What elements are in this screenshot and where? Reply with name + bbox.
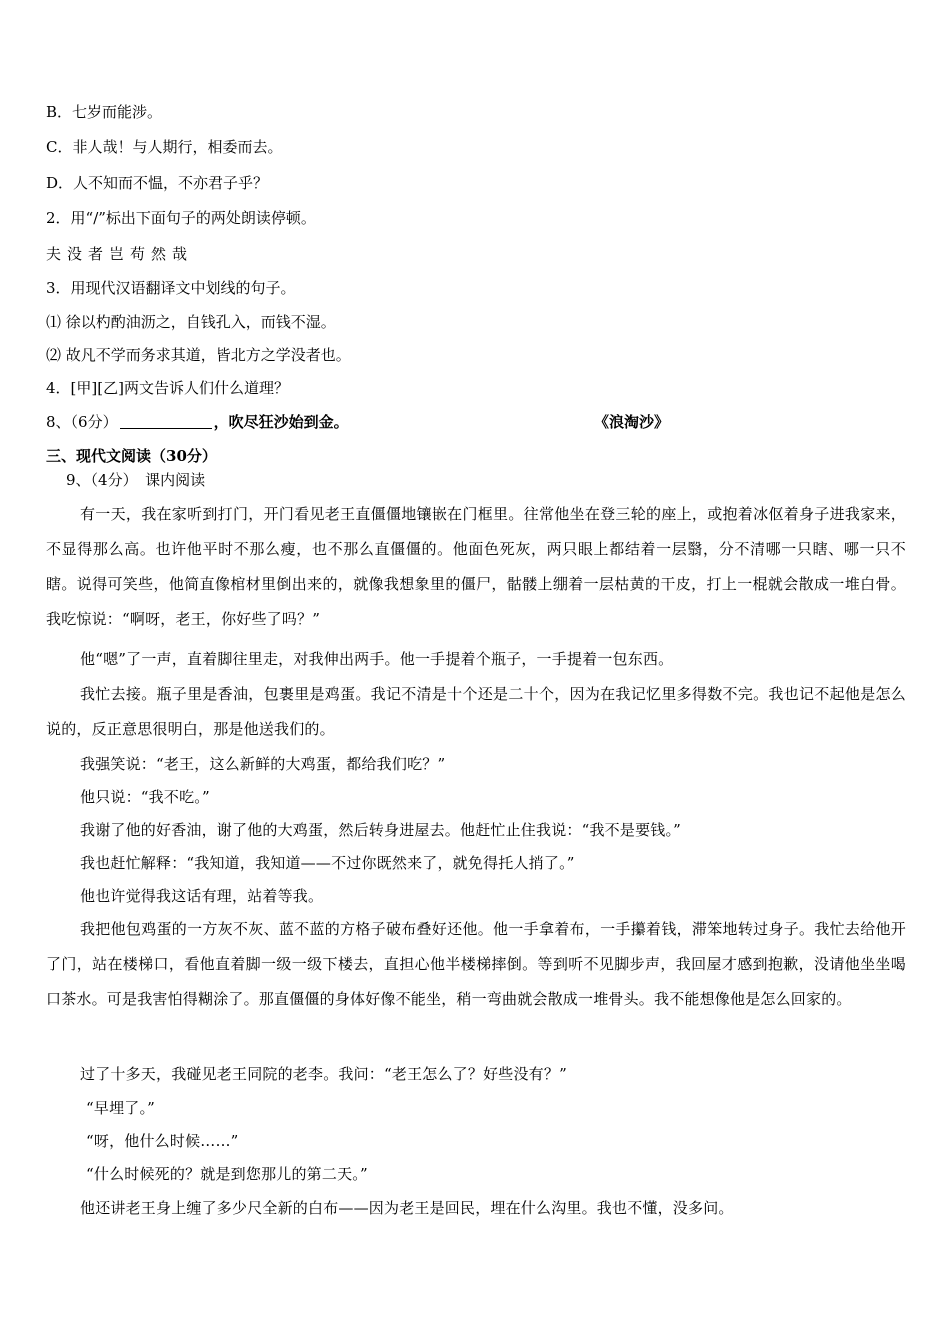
q9-label: 9、（4分） 课内阅读 <box>66 471 206 489</box>
q2-sentence: 夫没者岂苟然哉 <box>46 245 194 263</box>
q3-prompt: 3．用现代汉语翻译文中划线的句子。 <box>46 279 296 297</box>
q3-item-2: ⑵ 故凡不学而务求其道，皆北方之学没者也。 <box>46 346 351 364</box>
passage-paragraph-2: 他“嗯”了一声，直着脚往里走，对我伸出两手。他一手提着个瓶子，一手提着一包东西。 <box>80 650 674 668</box>
option-c: C．非人哉！与人期行，相委而去。 <box>46 138 283 156</box>
q8-text: ，吹尽狂沙始到金。 <box>213 413 349 431</box>
q8-source: 《浪淘沙》 <box>594 413 670 431</box>
passage-paragraph-10: 过了十多天，我碰见老王同院的老李。我问：“老王怎么了？好些没有？” <box>80 1065 567 1083</box>
passage-paragraph-12: “呀，他什么时候……” <box>86 1132 239 1150</box>
q8-answer-blank[interactable] <box>120 414 212 429</box>
q3-item-1: ⑴ 徐以杓酌油沥之，自钱孔入，而钱不湿。 <box>46 313 336 331</box>
passage-paragraph-6: 我谢了他的好香油，谢了他的大鸡蛋，然后转身进屋去。他赶忙止住我说：“我不是要钱。” <box>80 821 682 839</box>
passage-paragraph-5: 他只说：“我不吃。” <box>80 788 210 806</box>
passage-paragraph-7: 我也赶忙解释：“我知道，我知道——不过你既然来了，就免得托人捎了。” <box>80 854 575 872</box>
passage-paragraph-14: 他还讲老王身上缠了多少尺全新的白布——因为老王是回民，埋在什么沟里。我也不懂，没多问。 <box>80 1199 734 1217</box>
passage-paragraph-9: 我把他包鸡蛋的一方灰不灰、蓝不蓝的方格子破布叠好还他。他一手拿着布，一手攥着钱，滞笨地转过身子。我忙去给他开了门，站在楼梯口，看他直着脚一级一级下楼去，直担心他半楼梯摔倒。等到听不见脚步声，我回屋才感到抱歉，没请他坐坐喝口茶水。可是我害怕得糊涂了。那直僵僵的身体好像不能坐，稍一弯曲就会散成一堆骨头。我不能想像他是怎么回家的。 <box>46 920 906 1008</box>
passage-paragraph-4: 我强笑说：“老王，这么新鲜的大鸡蛋，都给我们吃？” <box>80 755 446 773</box>
passage-paragraph-8: 他也许觉得我这话有理，站着等我。 <box>80 887 324 905</box>
q2-prompt: 2．用“/”标出下面句子的两处朗读停顿。 <box>46 209 316 227</box>
q8-line <box>46 411 906 433</box>
option-d: D．人不知而不愠，不亦君子乎？ <box>46 174 269 192</box>
passage-paragraph-3: 我忙去接。瓶子里是香油，包裹里是鸡蛋。我记不清是十个还是二十个，因为在我记忆里多得数不完。我也记不起他是怎么说的，反正意思很明白，那是他送我们的。 <box>46 685 906 738</box>
passage-paragraph-1: 有一天，我在家听到打门，开门看见老王直僵僵地镶嵌在门框里。往常他坐在登三轮的座上，或抱着冰伛着身子进我家来，不显得那么高。也许他平时不那么瘦，也不那么直僵僵的。他面色死灰，两只眼上都结着一层翳，分不清哪一只瞎、哪一只不瞎。说得可笑些，他简直像棺材里倒出来的，就像我想象里的僵尸，骷髅上绷着一层枯黄的干皮，打上一棍就会散成一堆白骨。我吃惊说：“啊呀，老王，你好些了吗？” <box>46 505 906 628</box>
passage-paragraph-13: “什么时候死的？就是到您那儿的第二天。” <box>86 1165 368 1183</box>
q4-prompt: 4．[甲][乙]两文告诉人们什么道理？ <box>46 379 289 397</box>
option-b: B．七岁而能涉。 <box>46 103 163 121</box>
q8-number: 8、（6分） <box>46 413 118 431</box>
section-3-heading: 三、现代文阅读（30分） <box>46 447 217 465</box>
passage-paragraph-11: “早埋了。” <box>86 1099 156 1117</box>
